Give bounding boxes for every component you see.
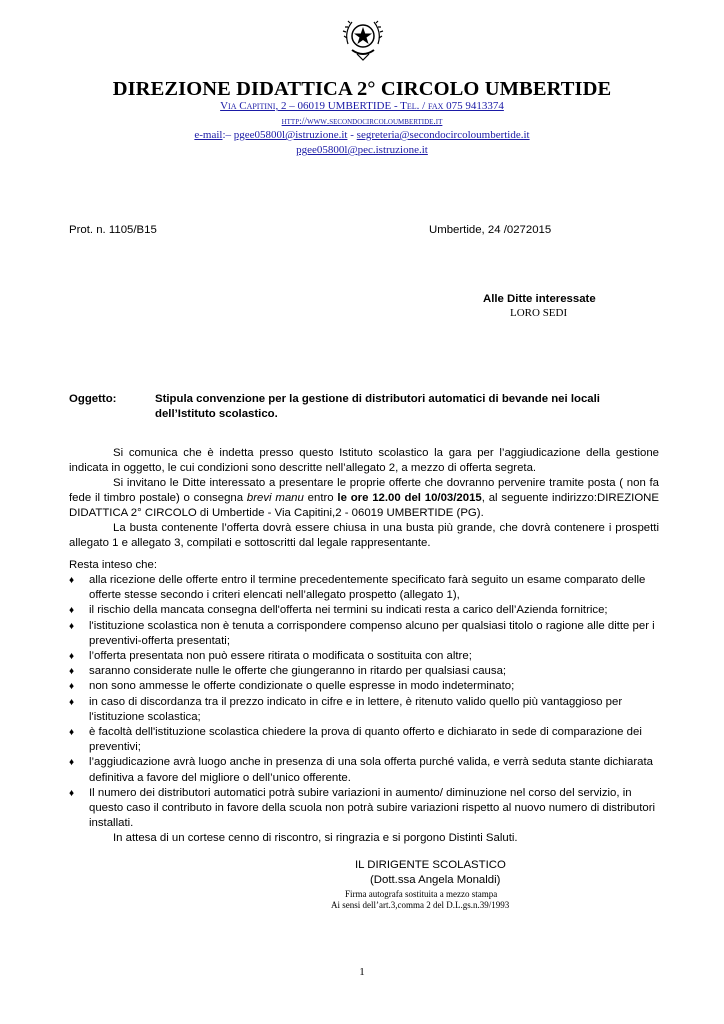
diamond-bullet-icon: ♦ (69, 757, 75, 769)
pec-email-link[interactable]: pgee05800l@pec.istruzione.it (296, 144, 428, 156)
diamond-bullet-icon: ♦ (69, 575, 75, 586)
subject-line-1: Stipula convenzione per la gestione di distributori automatici di bevande nei locali (155, 393, 600, 405)
list-item: ♦ alla ricezione delle offerte entro il termine precedentemente specificato farà seguito un esame comparato delle offerte stesse secondo i criteri elencati nell’allegato prospetto (allegato 1), (69, 574, 646, 602)
signature-note-1: Firma autografa sostituita a mezzo stampa (345, 889, 498, 899)
diamond-bullet-icon: ♦ (69, 651, 75, 663)
closing-line (69, 831, 659, 846)
body-paragraph-1 (69, 446, 659, 476)
pec-line (0, 143, 724, 158)
paragraph-2-text-a: Si invitano le Ditte interessato a presentare le proprie offerte che dovranno pervenire tramite posta ( non fa fede il timbro postale) o consegna (69, 477, 659, 505)
closing-text: In attesa di un cortese cenno di riscontro, si ringrazia e si porgono Distinti Saluti. (113, 832, 518, 845)
address-line (0, 99, 724, 114)
republic-emblem-icon (342, 14, 384, 62)
email-dash: - (347, 129, 357, 141)
signature-name: (Dott.ssa Angela Monaldi) (370, 874, 501, 886)
list-item: ♦ in caso di discordanza tra il prezzo indicato in cifre e in lettere, è ritenuto valido quello più vantaggioso per l'istituzione scolastica; (69, 695, 623, 723)
website-link[interactable]: http://www.secondocircoloumbertide.it (281, 117, 443, 127)
list-item: ♦ l’aggiudicazione avrà luogo anche in presenza di una sola offerta purché valida, e verrà seduta stante dichiarata definitiva a favore del migliore o dell’unico offerente. (69, 756, 653, 784)
signature-role: IL DIRIGENTE SCOLASTICO (355, 859, 506, 871)
subject-label: Oggetto: (69, 393, 117, 405)
email-link-istruzione[interactable]: pgee05800l@istruzione.it (233, 129, 348, 141)
signature-note-2: Ai sensi dell’art.3,comma 2 del D.L.gs.n.39/1993 (331, 900, 510, 910)
body-paragraph-3 (69, 521, 659, 551)
list-item: ♦ Il numero dei distributori automatici potrà subire variazioni in aumento/ diminuzione nel corso del servizio, in questo caso il contributo in favore della scuola non potrà subire variazioni rispetto al nuovo numero di distributori installati. (69, 786, 656, 830)
subject-line-2: dell’Istituto scolastico. (155, 408, 278, 420)
protocol-number: Prot. n. 1105/B15 (69, 224, 157, 236)
email-separator: :– (222, 129, 234, 141)
paragraph-1-text: Si comunica che è indetta presso questo Istituto scolastico la gara per l’aggiudicazione della gestione indicata in oggetto, le cui condizioni sono descritte nell’allegato 2, a mezzo di offerta segreta. (69, 447, 659, 475)
diamond-bullet-icon: ♦ (69, 696, 75, 708)
diamond-bullet-icon: ♦ (69, 787, 75, 799)
school-name-title: DIREZIONE DIDATTICA 2° CIRCOLO UMBERTIDE (112, 78, 612, 100)
paragraph-3-text: La busta contenente l’offerta dovrà essere chiusa in una busta più grande, che dovrà contenere i prospetti allegato 1 e allegato 3, compilati e sottoscritti dal legale rappresentante. (69, 522, 659, 550)
recipient-line: Alle Ditte interessate (483, 293, 596, 305)
paragraph-2-deadline: le ore 12.00 del 10/03/2015 (337, 492, 482, 505)
resta-inteso: Resta inteso che: (69, 559, 158, 571)
paragraph-2-text-c: entro (303, 492, 338, 505)
conditions-list (69, 573, 659, 847)
diamond-bullet-icon: ♦ (69, 620, 75, 632)
diamond-bullet-icon: ♦ (69, 666, 75, 678)
diamond-bullet-icon: ♦ (69, 681, 75, 693)
email-label: e-mail (194, 129, 223, 141)
paragraph-2-text-e: , al seguente indirizzo:DIREZIONE DIDATTICA 2° CIRCOLO di Umbertide - Via Capitini,2 - 06019 UMBERTIDE (PG). (69, 492, 659, 520)
list-item: ♦ l'istituzione scolastica non è tenuta a corrispondere compenso alcuno per qualsiasi titolo o ragione alle ditte per i preventivi-offerta presentati; (69, 619, 655, 647)
list-item: ♦ l’offerta presentata non può essere ritirata o modificata o sostituita con altre; (69, 649, 659, 664)
place-date: Umbertide, 24 /0272015 (429, 224, 552, 236)
address-text: Via Capitini, 2 – 06019 UMBERTIDE - Tel. / fax 075 9413374 (220, 100, 504, 112)
body-paragraph-2 (69, 476, 659, 522)
diamond-bullet-icon: ♦ (69, 605, 75, 617)
page-number: 1 (359, 966, 365, 978)
list-item: ♦ non sono ammesse le offerte condizionate o quelle espresse in modo indeterminato; (69, 679, 659, 694)
subject-text (155, 392, 665, 422)
paragraph-2-brevi-manu: brevi manu (246, 492, 304, 505)
diamond-bullet-icon: ♦ (69, 727, 75, 739)
list-item: ♦ saranno considerate nulle le offerte che giungeranno in ritardo per qualsiasi causa; (69, 664, 659, 679)
list-item: ♦ il rischio della mancata consegna dell'offerta nei termini su indicati resta a carico dell’Azienda fornitrice; (69, 603, 659, 618)
email-line (0, 128, 724, 143)
email-link-segreteria[interactable]: segreteria@secondocircoloumbertide.it (356, 129, 530, 141)
list-item: ♦ è facoltà dell'istituzione scolastica chiedere la prova di quanto offerto e dichiarato in sede di comparazione dei preventivi; (69, 726, 642, 754)
recipient-sedi: LORO SEDI (510, 307, 568, 319)
